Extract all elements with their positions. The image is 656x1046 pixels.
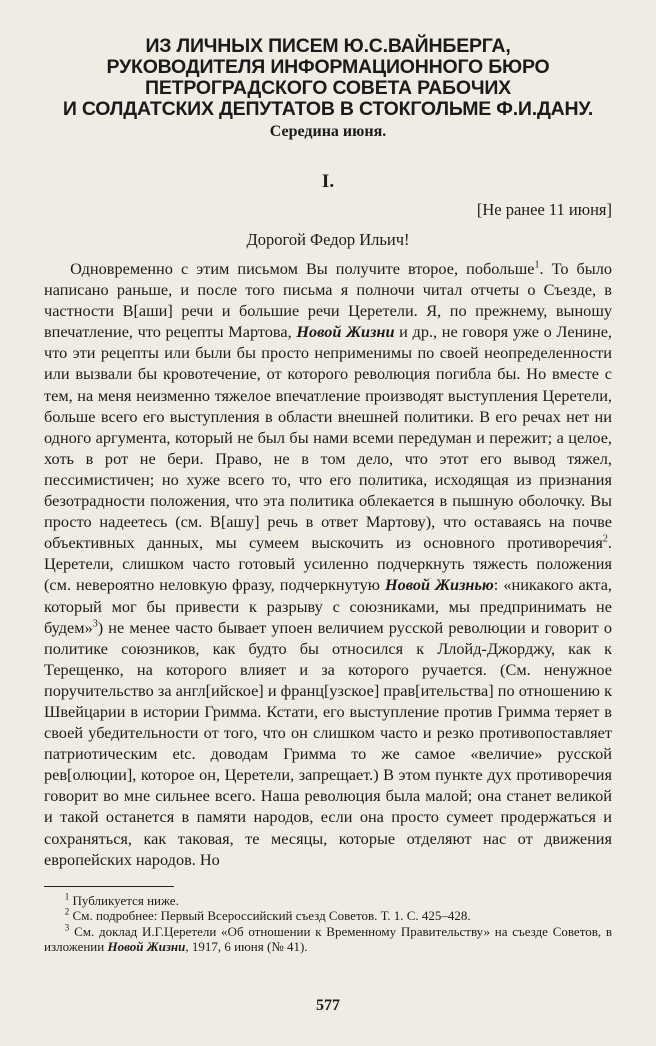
section-number: I. <box>321 171 335 192</box>
body-text: Одновременно с этим письмом Вы получите второе, побольше <box>70 259 535 278</box>
footnote-ref: 1 <box>534 259 540 271</box>
footnote <box>44 908 612 924</box>
letter-body <box>44 258 612 870</box>
body-text: . То было написано раньше, и после того письма я полночи читал отчеты о Съезде, в частности В[аши] речи и большие речи Церетели. Я, по прежнему, выношу впечатление, что рецепты Мартова, <box>44 259 613 342</box>
body-text: : «никакого акта, который мог бы привести к разрыву с союзниками, мы предпринимать не будем» <box>44 575 612 637</box>
footnote-ref: 3 <box>92 618 98 630</box>
footnote <box>44 893 612 909</box>
periodical-title: Новой Жизни <box>296 322 395 342</box>
footnote-ref: 2 <box>602 533 608 545</box>
title-line: ИЗ ЛИЧНЫХ ПИСЕМ Ю.С.ВАЙНБЕРГА, <box>145 35 511 57</box>
page-number: 577 <box>316 997 340 1014</box>
letter-greeting: Дорогой Федор Ильич! <box>246 230 410 249</box>
body-text: ) не менее часто бывает упоен величием русской революции и говорит о политике союзников, как будто бы относился к Ллойд-Джорджу, как к Терещенко, на которого влияет и за которого ручается. (См. ненужное поручительство за англ[ийское] и франц[узское] прав[ительства] по отношению к Швейцарии в истории Гримма. Кстати, его выступление против Гримма теряет в своей убедительности от того, что он слишком часто и резко противопоставляет патриотическим etc. доводам Гримма то же самое «величие» русской рев[олюции], которое он, Церетели, запрещает.) В этом пункте дух противоречия говорит во мне сильнее всего. Наша революция была малой; она станет великой и такой останется в памяти народов, если она просто сумеет продержаться и сохраняться, как таковая, те месяцы, которые отделяют нас от движения европейских народов. Но <box>44 617 612 869</box>
footnote-text: См. доклад И.Г.Церетели «Об отношении к Временному Правительству» на съезде Советов, в изложении <box>44 923 612 955</box>
footnote-number: 3 <box>64 922 70 933</box>
footnote-divider <box>44 886 174 887</box>
document-subtitle: Середина июня. <box>269 123 387 140</box>
body-paragraph <box>44 258 612 870</box>
title-line: ПЕТРОГРАДСКОГО СОВЕТА РАБОЧИХ <box>145 77 511 99</box>
title-line: РУКОВОДИТЕЛЯ ИНФОРМАЦИОННОГО БЮРО <box>106 56 550 78</box>
footnote-number: 2 <box>64 906 70 917</box>
date-note: [Не ранее 11 июня] <box>476 200 612 219</box>
footnote-text: См. подробнее: Первый Всероссийский съезд Советов. Т. 1. С. 425–428. <box>72 908 471 924</box>
footnote-text: , 1917, 6 июня (№ 41). <box>185 939 308 955</box>
footnote-number: 1 <box>64 891 70 902</box>
footnotes <box>44 893 612 955</box>
body-text: . Церетели, слишком часто готовый усиленно подчеркнуть тяжесть положения (см. невероятно неловкую фразу, подчеркнутую <box>44 533 612 595</box>
periodical-title: Новой Жизнью <box>384 575 494 595</box>
footnote <box>44 924 612 955</box>
footnote-text: Публикуется ниже. <box>72 892 179 908</box>
document-title <box>44 0 612 120</box>
title-line: И СОЛДАТСКИХ ДЕПУТАТОВ В СТОКГОЛЬМЕ Ф.И.ДАНУ. <box>62 98 594 120</box>
body-text: и др., не говоря уже о Ленине, что эти рецепты или были бы просто неприменимы по своей неопределенности или вызвали бы кровотечение, от которого революция погибла бы. Но вместе с тем, на меня неизменно тяжелое впечатление производят выступления Церетели, больше всего его выступления в области внешней политики. В его речах нет ни одного аргумента, который не был бы нами всеми передуман и пережит; а целое, хоть в рот не бери. Право, не в том дело, что этот его вывод тяжел, пессимистичен; но хуже всего то, что его политика, исходящая из признания безотрадности положения, что эта политика облекается в пышную оболочку. Вы просто надеетесь (см. В[ашу] речь в ответ Мартову), что оставаясь на почве объективных данных, мы сумеем выскочить из основного противоречия <box>44 322 613 553</box>
periodical-title: Новой Жизни <box>107 939 186 955</box>
